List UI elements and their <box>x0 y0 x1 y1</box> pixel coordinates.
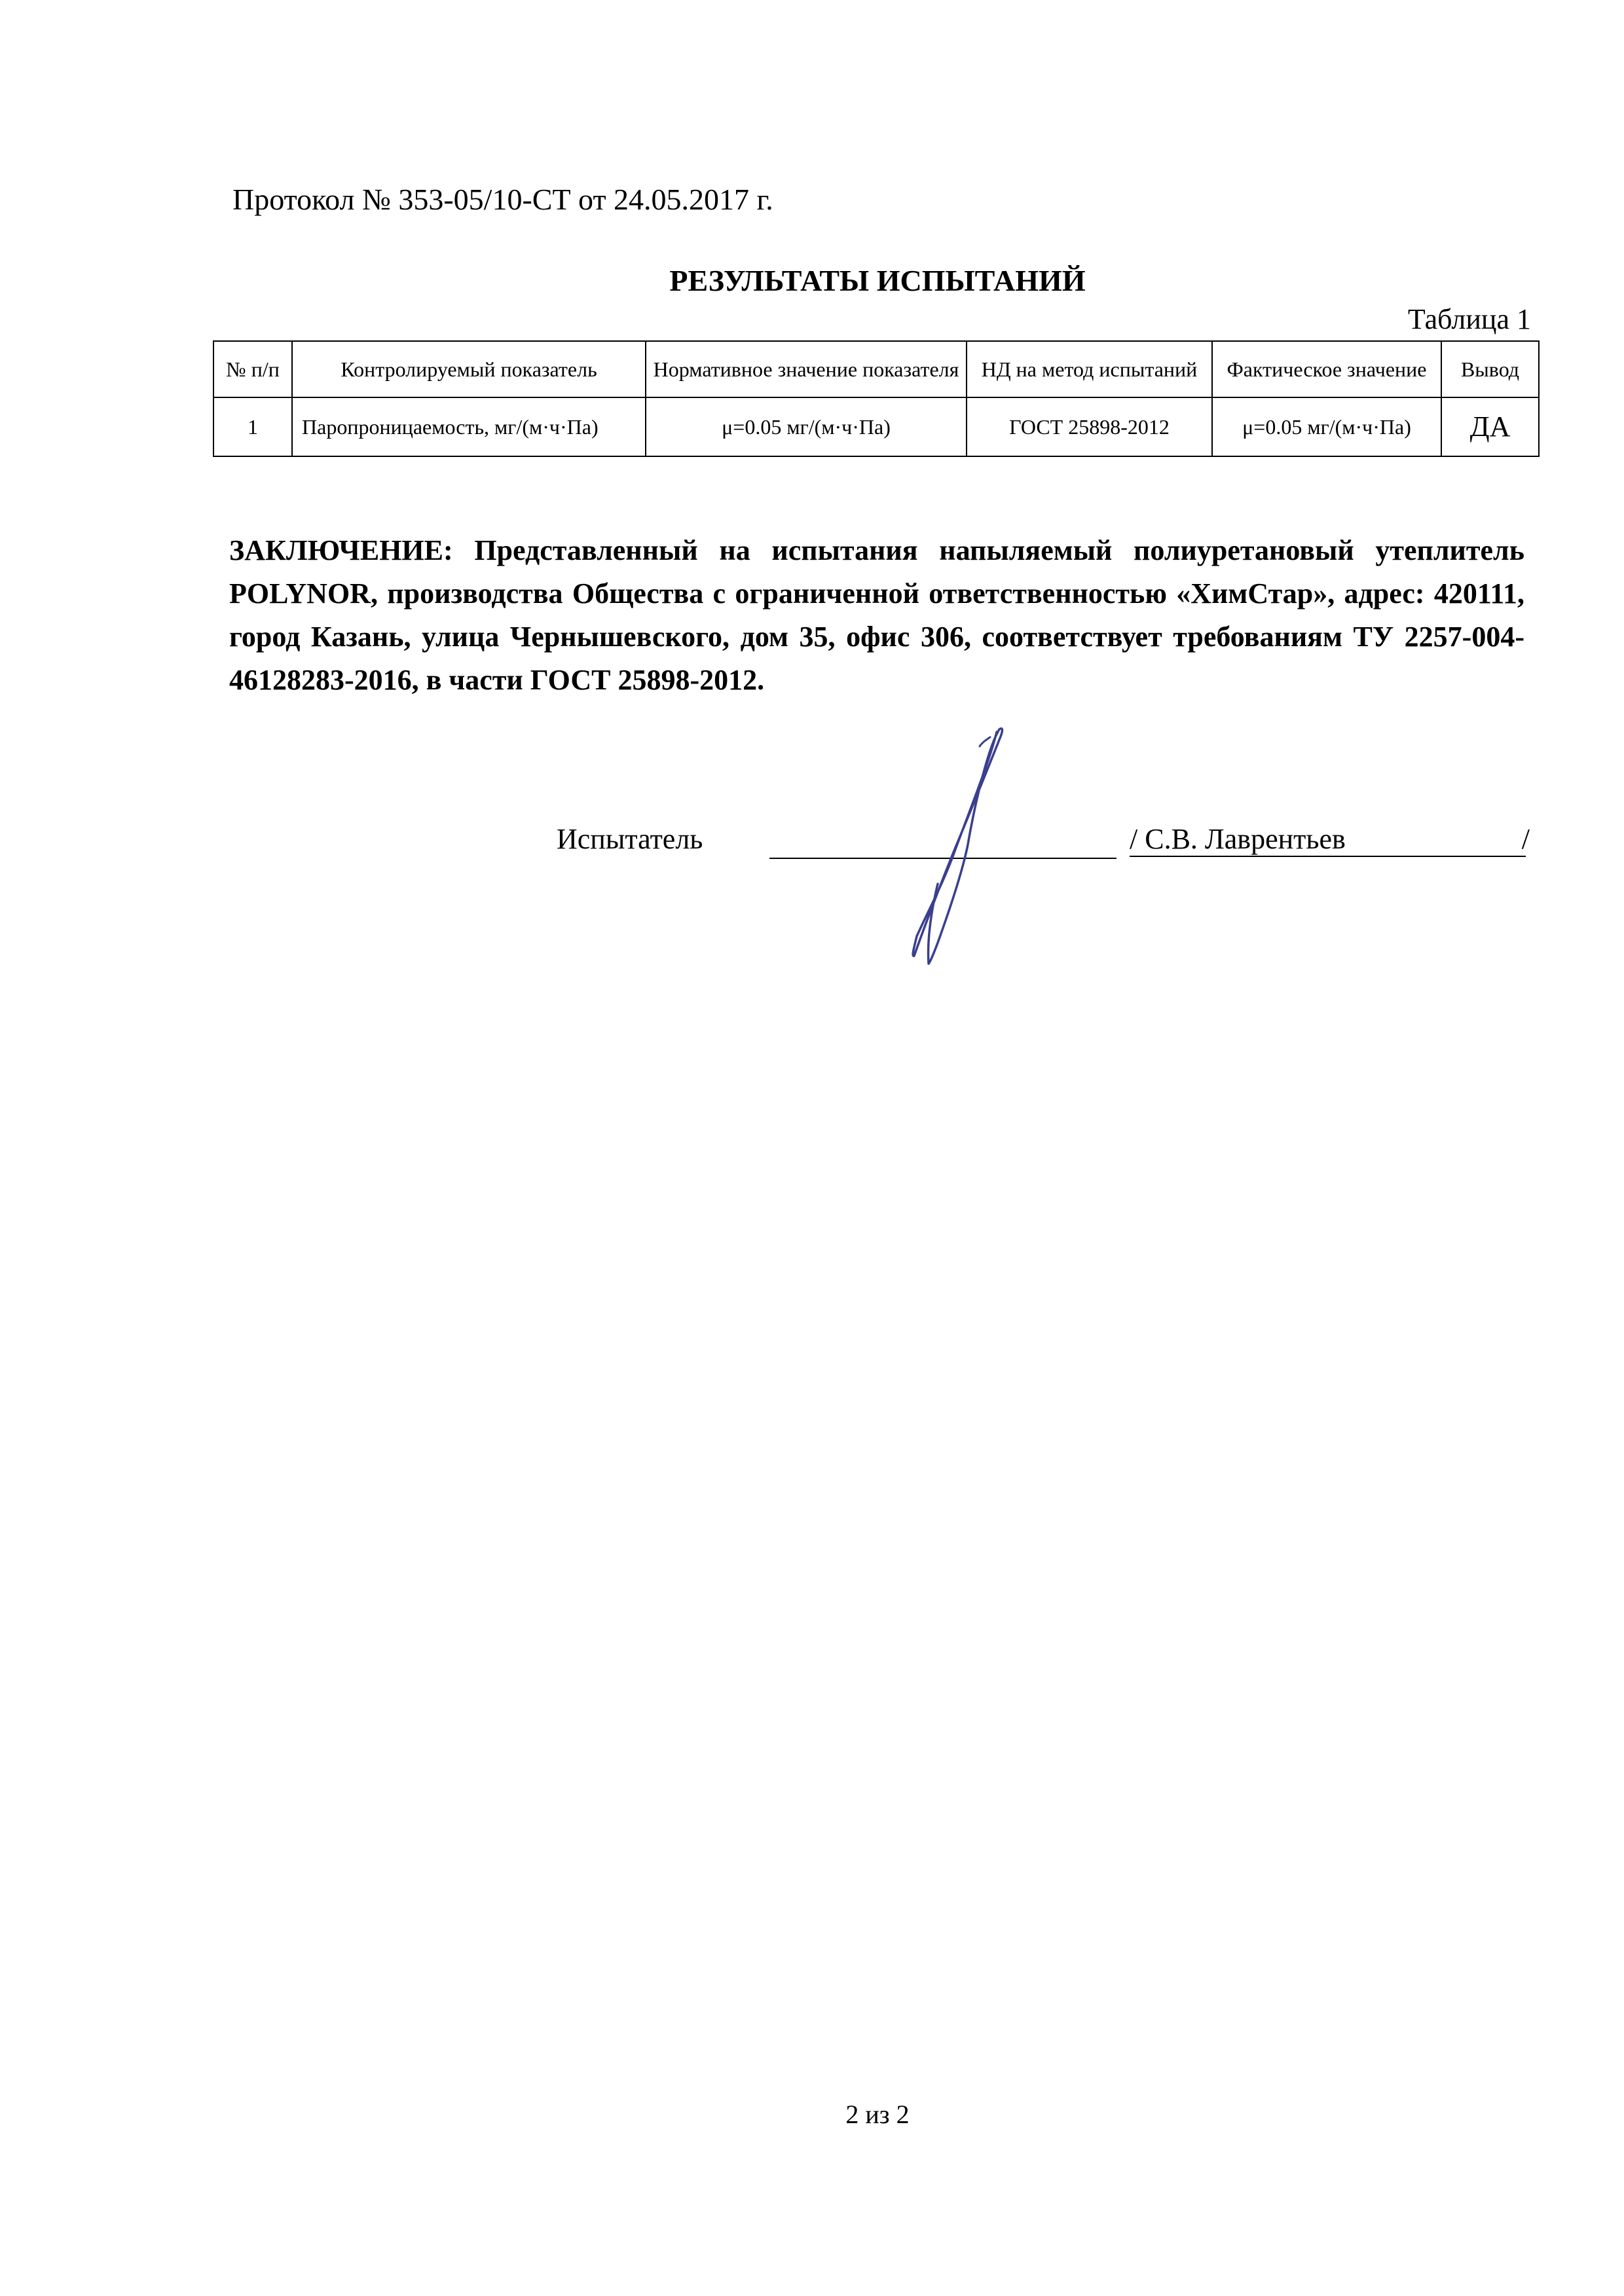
results-title: РЕЗУЛЬТАТЫ ИСПЫТАНИЙ <box>669 264 1086 297</box>
name-closing-slash: / <box>1521 823 1530 855</box>
tester-label: Испытатель <box>557 823 703 855</box>
tester-name: / С.В. Лаврентьев <box>1130 823 1346 855</box>
table-header-row <box>213 341 1539 397</box>
cell-normative: μ=0.05 мг/(м·ч·Па) <box>646 397 967 456</box>
cell-actual: μ=0.05 мг/(м·ч·Па) <box>1212 397 1441 456</box>
col-method-header: НД на метод испытаний <box>967 341 1212 397</box>
col-normative-header: Нормативное значение показателя <box>646 341 967 397</box>
col-indicator-header: Контролируемый показатель <box>292 341 646 397</box>
table-row <box>213 397 1539 456</box>
signature-row <box>557 822 1539 875</box>
col-verdict-header: Вывод <box>1441 341 1539 397</box>
conclusion-paragraph <box>229 529 1524 702</box>
page-number: 2 из 2 <box>845 2100 910 2129</box>
conclusion-label: ЗАКЛЮЧЕНИЕ: <box>229 534 453 566</box>
cell-indicator: Паропроницаемость, мг/(м·ч·Па) <box>292 397 646 456</box>
tester-name-field <box>1130 822 1530 857</box>
cell-verdict: ДА <box>1441 397 1539 456</box>
col-number-header: № п/п <box>213 341 292 397</box>
handwritten-signature <box>851 720 1022 982</box>
table-caption: Таблица 1 <box>1407 303 1531 335</box>
protocol-header: Протокол № 353-05/10-СТ от 24.05.2017 г. <box>232 183 773 216</box>
cell-method: ГОСТ 25898-2012 <box>967 397 1212 456</box>
cell-number: 1 <box>213 397 292 456</box>
conclusion-text: Представленный на испытания напыляемый полиуретановый утеплитель POLYNOR, производства Общества с ограниченной ответственностью «ХимСтар», адрес: 420111, город Казань, улица Чернышевского, дом 35, офис 306, соответствует требованиям ТУ 2257-004-46128283-2016, в части ГОСТ 25898-2012. <box>229 534 1525 696</box>
col-actual-header: Фактическое значение <box>1212 341 1441 397</box>
results-table <box>213 340 1540 457</box>
